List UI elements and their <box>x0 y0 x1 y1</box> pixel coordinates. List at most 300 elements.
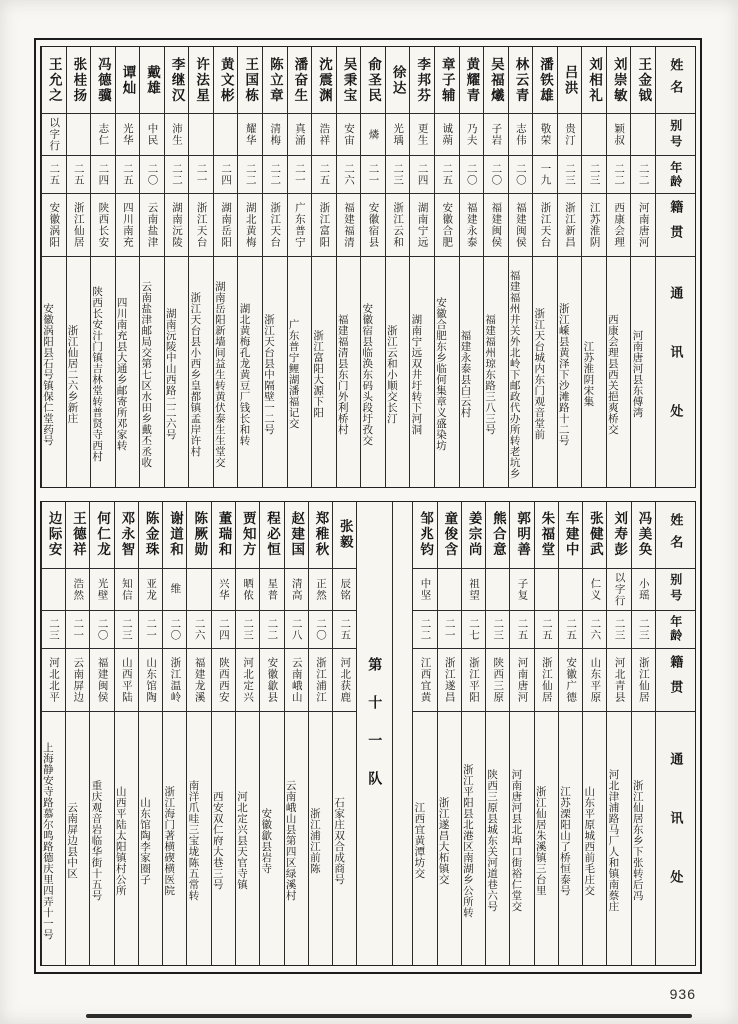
native-place-cell <box>361 194 385 257</box>
age-cell <box>559 611 582 649</box>
age-cell-text: 二四 <box>217 617 230 641</box>
address-cell <box>309 712 332 965</box>
alias-cell <box>285 569 308 611</box>
age-cell-text: 二二 <box>244 163 257 186</box>
name-cell <box>212 502 235 569</box>
address-cell <box>163 712 186 965</box>
address-cell-text: 南洋爪哇三宝垅陈五常转 <box>187 780 200 902</box>
address-cell <box>535 712 558 965</box>
native-place-cell-text: 安徽合肥 <box>441 202 454 248</box>
header-contact-cell <box>656 257 695 487</box>
age-cell <box>631 156 655 194</box>
name-cell <box>484 47 508 114</box>
name-cell <box>90 502 113 569</box>
name-cell-text: 郑稚秋 <box>313 511 329 558</box>
age-cell <box>66 611 89 649</box>
age-cell <box>187 611 210 649</box>
person-column <box>459 47 484 487</box>
age-cell-text: 二五 <box>121 163 134 186</box>
address-cell-text: 福建福清县东门外利桥村 <box>336 313 349 435</box>
address-cell <box>486 712 509 965</box>
age-cell-text: 二五 <box>441 163 454 186</box>
person-column <box>287 47 312 487</box>
name-cell <box>214 47 238 114</box>
age-cell-text: 二二 <box>269 163 282 186</box>
unit-label-cell <box>357 502 392 965</box>
header-name-cell <box>656 47 695 114</box>
age-cell-text: 二四 <box>220 163 233 186</box>
native-place-cell <box>337 194 361 257</box>
native-place-cell <box>67 194 91 257</box>
alias-cell-text: 光瑀 <box>392 123 405 146</box>
age-cell <box>509 156 533 194</box>
name-cell-text: 王允之 <box>46 56 62 104</box>
alias-cell-text: 光华 <box>121 123 134 146</box>
age-cell <box>333 611 356 649</box>
native-place-cell-text: 四川南充 <box>121 202 134 248</box>
native-place-cell <box>288 194 312 257</box>
alias-cell <box>486 569 509 611</box>
address-cell <box>510 712 533 965</box>
address-cell-text: 河南唐河县东傅湾 <box>631 330 644 419</box>
address-cell <box>337 257 361 487</box>
address-cell-text: 安徽合肥东乡临何集章义盛染坊 <box>434 297 447 452</box>
alias-cell <box>558 114 582 156</box>
alias-cell-text: 子复 <box>516 577 529 601</box>
name-cell-text: 潘铁雄 <box>538 56 554 104</box>
person-column <box>213 47 238 487</box>
address-cell-text: 云南峨山县第四区绿溪村 <box>284 780 297 902</box>
age-cell-text: 二五 <box>516 617 529 641</box>
native-place-cell <box>582 194 606 257</box>
alias-cell <box>236 569 259 611</box>
person-column <box>437 502 461 965</box>
person-column <box>41 47 66 487</box>
address-cell <box>533 257 557 487</box>
address-cell <box>607 257 631 487</box>
age-cell <box>236 611 259 649</box>
name-cell <box>438 502 461 569</box>
address-cell-text: 浙江浦江前陈 <box>308 807 321 874</box>
alias-cell <box>312 114 336 156</box>
alias-cell <box>631 114 655 156</box>
name-cell <box>42 47 66 114</box>
age-cell <box>238 156 262 194</box>
person-column <box>114 502 138 965</box>
address-cell-text: 江苏溧阳山了桥恒泰号 <box>558 785 571 896</box>
name-cell <box>582 47 606 114</box>
native-place-cell <box>632 649 655 712</box>
alias-cell-text: 知信 <box>120 577 133 601</box>
age-cell <box>312 156 336 194</box>
address-cell <box>288 257 312 487</box>
native-place-cell <box>386 194 410 257</box>
address-cell-text: 安徽歙县岩寺 <box>260 807 273 874</box>
address-cell-text: 浙江云和小顺交长汀 <box>385 324 398 424</box>
name-cell-text: 王国栋 <box>243 56 259 104</box>
alias-cell-text: 维 <box>169 583 182 595</box>
header-alias-cell-text: 别号 <box>668 118 683 151</box>
age-cell <box>212 611 235 649</box>
name-cell <box>413 502 436 569</box>
person-column <box>508 47 533 487</box>
age-cell-text: 二〇 <box>146 163 159 186</box>
alias-cell-text: 辰铭 <box>339 577 352 601</box>
address-cell-text: 浙江海门著横碶横医院 <box>163 785 176 896</box>
alias-cell <box>163 569 186 611</box>
alias-cell-text: 浩然 <box>72 577 85 601</box>
age-cell <box>90 611 113 649</box>
alias-cell-text: 乃夫 <box>465 123 478 146</box>
age-cell <box>558 156 582 194</box>
person-column <box>360 47 385 487</box>
age-cell <box>260 611 283 649</box>
alias-cell <box>484 114 508 156</box>
blank-column <box>392 502 412 965</box>
address-cell-text: 山东馆陶李家圈子 <box>138 796 151 885</box>
person-column <box>162 502 186 965</box>
age-cell <box>337 156 361 194</box>
person-column <box>139 47 164 487</box>
age-cell-text: 二六 <box>193 617 206 641</box>
person-column <box>308 502 332 965</box>
address-cell-text: 河南唐河县北埠口街裕仁堂交 <box>510 769 523 913</box>
age-cell-text: 二一 <box>72 617 85 641</box>
age-cell-text: 二三 <box>492 617 505 641</box>
person-column <box>483 47 508 487</box>
name-cell-text: 程必恒 <box>265 511 280 558</box>
address-cell <box>140 257 164 487</box>
native-place-cell-text: 浙江天台 <box>539 202 552 248</box>
alias-cell <box>337 114 361 156</box>
alias-cell-text: 子岩 <box>490 123 503 146</box>
person-column <box>89 502 113 965</box>
age-cell-text: 二五 <box>318 163 331 186</box>
age-cell <box>285 611 308 649</box>
address-cell <box>238 257 262 487</box>
age-cell <box>410 156 434 194</box>
address-cell-text: 湖北黄梅孔龙黄豆厂钱长和转 <box>238 302 251 446</box>
native-place-cell-text: 湖南岳阳 <box>220 202 233 248</box>
native-place-cell <box>236 649 259 712</box>
name-cell <box>116 47 140 114</box>
address-cell-text: 福建福州琼东路三八三号 <box>484 313 497 435</box>
native-place-cell <box>462 649 485 712</box>
person-column <box>90 47 115 487</box>
name-cell <box>263 47 287 114</box>
native-place-cell <box>312 194 336 257</box>
age-cell-text: 一九 <box>539 163 552 186</box>
name-cell-text: 边际安 <box>46 511 62 558</box>
blank-cell <box>393 502 412 965</box>
age-cell-text: 二二 <box>613 163 626 186</box>
age-cell-text: 二〇 <box>490 163 503 186</box>
alias-cell <box>139 569 162 611</box>
person-column <box>434 47 459 487</box>
header-alias-cell <box>656 114 695 156</box>
header-native-cell-text: 籍贯 <box>668 200 684 250</box>
age-cell-text: 二二 <box>266 617 279 641</box>
native-place-cell <box>187 649 210 712</box>
alias-cell <box>189 114 213 156</box>
native-place-cell <box>631 194 655 257</box>
name-cell-text: 郭明善 <box>515 511 531 558</box>
alias-cell <box>582 114 606 156</box>
header-column <box>655 502 695 965</box>
native-place-cell <box>212 649 235 712</box>
alias-cell-text: 安宙 <box>342 123 355 146</box>
native-place-cell <box>509 194 533 257</box>
header-name-cell-text: 姓名 <box>668 58 684 102</box>
native-place-cell-text: 浙江浦江 <box>314 656 327 703</box>
name-cell-text: 林云青 <box>513 56 529 104</box>
person-column <box>631 502 655 965</box>
age-cell-text: 二〇 <box>465 163 478 186</box>
unit-divider-column <box>356 502 392 965</box>
address-cell-text: 浙江天台城内东门观音堂前 <box>533 308 546 441</box>
name-cell <box>288 47 312 114</box>
native-place-cell-text: 江西宜黄 <box>419 656 432 703</box>
header-contact-cell-text: 通讯处 <box>668 752 684 930</box>
person-column <box>259 502 283 965</box>
address-cell-text: 安徽涡阳县石号镇保仁堂药号 <box>41 302 54 446</box>
alias-cell <box>66 569 89 611</box>
alias-cell-text: 兴华 <box>217 577 230 601</box>
native-place-cell <box>510 649 533 712</box>
alias-cell-text: 诚蒴 <box>441 123 454 146</box>
name-cell <box>486 502 509 569</box>
age-cell <box>139 611 162 649</box>
address-cell-text: 西安双仁府大巷三号 <box>211 791 224 891</box>
name-cell <box>115 502 138 569</box>
native-place-cell-text: 浙江仙居 <box>637 656 650 703</box>
name-cell-text: 冯美奂 <box>636 511 652 558</box>
address-cell-text: 湖南沅陵中山西路二二六号 <box>164 308 177 441</box>
alias-cell <box>583 569 606 611</box>
native-place-cell <box>263 194 287 257</box>
address-cell <box>91 257 115 487</box>
address-cell-text: 江苏淮阴宋集 <box>582 341 595 408</box>
native-place-cell <box>42 194 66 257</box>
alias-cell <box>42 569 65 611</box>
native-place-cell-text: 福建闽侯 <box>96 656 109 703</box>
alias-cell <box>67 114 91 156</box>
native-place-cell-text: 福建永泰 <box>465 202 478 248</box>
alias-cell-text: 真涌 <box>293 123 306 146</box>
name-cell-text: 李邦芬 <box>415 56 431 104</box>
alias-cell <box>460 114 484 156</box>
native-place-cell-text: 安徽涡阳 <box>48 202 61 248</box>
age-cell <box>116 156 140 194</box>
address-cell-text: 浙江富阳大源下阳 <box>312 330 325 419</box>
address-cell-text: 浙江天台县中隔壁一二号 <box>263 313 276 435</box>
address-cell <box>558 257 582 487</box>
native-place-cell-text: 陕西西安 <box>217 656 230 703</box>
name-cell <box>309 502 332 569</box>
alias-cell-text: 颖叔 <box>613 123 626 146</box>
age-cell-text: 二一 <box>145 617 158 641</box>
age-cell <box>535 611 558 649</box>
native-place-cell-text: 陕西三原 <box>492 656 505 703</box>
name-cell <box>91 47 115 114</box>
address-cell-text: 浙江平阳县北港区南湖乡公所转 <box>461 763 474 918</box>
age-cell-text: 二一 <box>443 617 456 641</box>
address-cell-text: 西康会理县西关挹爽桥交 <box>606 313 619 435</box>
address-cell-text: 云南盐津邮局交第七区水田乡戴丕丞收 <box>140 280 153 468</box>
address-cell <box>607 712 630 965</box>
name-cell <box>187 502 210 569</box>
person-column <box>138 502 162 965</box>
address-cell-text: 石家庄双合成商号 <box>333 796 346 885</box>
alias-cell <box>140 114 164 156</box>
person-column <box>115 47 140 487</box>
person-column <box>235 502 259 965</box>
address-cell <box>438 712 461 965</box>
name-cell <box>67 47 91 114</box>
age-cell-text: 二七 <box>468 617 481 641</box>
alias-cell <box>438 569 461 611</box>
alias-cell <box>462 569 485 611</box>
age-cell <box>632 611 655 649</box>
person-column <box>409 47 434 487</box>
alias-cell <box>91 114 115 156</box>
native-place-cell-text: 山西平陆 <box>120 656 133 703</box>
age-cell <box>165 156 189 194</box>
native-place-cell-text: 安徽宿县 <box>367 202 380 248</box>
name-cell <box>333 502 356 569</box>
native-place-cell <box>214 194 238 257</box>
person-column <box>188 47 213 487</box>
alias-cell-text: 中民 <box>146 123 159 146</box>
age-cell-text: 二三 <box>392 163 405 186</box>
address-cell-text: 云南屏边县中区 <box>66 802 79 880</box>
alias-cell <box>165 114 189 156</box>
address-cell <box>285 712 308 965</box>
age-cell <box>607 156 631 194</box>
name-cell-text: 黄文彬 <box>218 56 234 104</box>
person-column <box>485 502 509 965</box>
name-cell-text: 车建中 <box>563 511 579 558</box>
address-cell <box>509 257 533 487</box>
age-cell <box>486 611 509 649</box>
name-cell-text: 刘寿彭 <box>612 511 628 558</box>
native-place-cell <box>140 194 164 257</box>
person-column <box>532 47 557 487</box>
alias-cell <box>632 569 655 611</box>
address-cell <box>413 712 436 965</box>
name-cell-text: 张健武 <box>587 511 603 558</box>
age-cell <box>309 611 332 649</box>
native-place-cell <box>583 649 606 712</box>
address-cell <box>187 712 210 965</box>
alias-cell-text: 中坚 <box>419 577 432 601</box>
native-place-cell <box>410 194 434 257</box>
native-place-cell-text: 河南唐河 <box>637 202 650 248</box>
native-place-cell-text: 陕西长安 <box>97 202 110 248</box>
native-place-cell-text: 云南峨山 <box>290 656 303 703</box>
person-column <box>237 47 262 487</box>
name-cell <box>260 502 283 569</box>
age-cell <box>361 156 385 194</box>
age-cell <box>582 156 606 194</box>
native-place-cell <box>435 194 459 257</box>
address-cell-text: 安徽宿县临涣东码头段圩孜交 <box>361 302 374 446</box>
native-place-cell-text: 西康会理 <box>613 202 626 248</box>
name-cell-text: 潘奋生 <box>292 56 308 104</box>
alias-cell <box>212 569 235 611</box>
name-cell <box>535 502 558 569</box>
header-contact-cell-text: 通讯处 <box>668 285 684 463</box>
native-place-cell <box>607 194 631 257</box>
native-place-cell-text: 浙江遂昌 <box>443 656 456 703</box>
name-cell-text: 陈立章 <box>267 56 283 104</box>
native-place-cell-text: 浙江天台 <box>195 202 208 248</box>
age-cell <box>460 156 484 194</box>
roster-table-top <box>40 46 696 488</box>
name-cell-text: 张桂扬 <box>71 56 87 104</box>
address-cell <box>260 712 283 965</box>
alias-cell-text: 志仁 <box>97 123 110 146</box>
native-place-cell-text: 浙江新昌 <box>564 202 577 248</box>
age-cell-text: 二〇 <box>169 617 182 641</box>
address-cell <box>236 712 259 965</box>
alias-cell-text: 清梅 <box>269 123 282 146</box>
name-cell <box>42 502 65 569</box>
age-cell <box>263 156 287 194</box>
age-cell <box>67 156 91 194</box>
address-cell <box>189 257 213 487</box>
address-cell-text: 江西宜黄潭坊交 <box>413 802 426 880</box>
native-place-cell-text: 河北定兴 <box>242 656 255 703</box>
name-cell-text: 吴秉宝 <box>341 56 357 104</box>
person-column <box>41 502 65 965</box>
native-place-cell-text: 河南唐河 <box>516 656 529 703</box>
name-cell <box>361 47 385 114</box>
age-cell <box>435 156 459 194</box>
name-cell <box>435 47 459 114</box>
name-cell-text: 黄耀青 <box>464 56 480 104</box>
age-cell <box>510 611 533 649</box>
native-place-cell-text: 福建闽侯 <box>514 202 527 248</box>
age-cell-text: 二〇 <box>314 617 327 641</box>
age-cell-text: 二六 <box>589 617 602 641</box>
alias-cell <box>115 569 138 611</box>
table-gap <box>40 488 696 501</box>
native-place-cell <box>333 649 356 712</box>
alias-cell <box>607 114 631 156</box>
roster-table-bottom <box>40 501 696 966</box>
person-column <box>461 502 485 965</box>
name-cell-text: 刘崇敏 <box>611 56 627 104</box>
native-place-cell <box>460 194 484 257</box>
address-cell-text: 浙江仙居二六乡新庄 <box>66 324 79 424</box>
native-place-cell-text: 广东普宁 <box>293 202 306 248</box>
native-place-cell-text: 浙江仙居 <box>72 202 85 248</box>
name-cell <box>238 47 262 114</box>
name-cell <box>583 502 606 569</box>
age-cell-text: 二五 <box>48 163 61 186</box>
person-column <box>284 502 308 965</box>
address-cell-text: 浙江天台县小西乡皇都镇孟岸许村 <box>189 291 202 457</box>
address-cell <box>312 257 336 487</box>
native-place-cell-text: 安徽歙县 <box>266 656 279 703</box>
age-cell-text: 二一 <box>367 163 380 186</box>
age-cell-text: 二四 <box>416 163 429 186</box>
name-cell <box>559 502 582 569</box>
name-cell <box>386 47 410 114</box>
native-place-cell-text: 浙江温岭 <box>169 656 182 703</box>
age-cell <box>140 156 164 194</box>
